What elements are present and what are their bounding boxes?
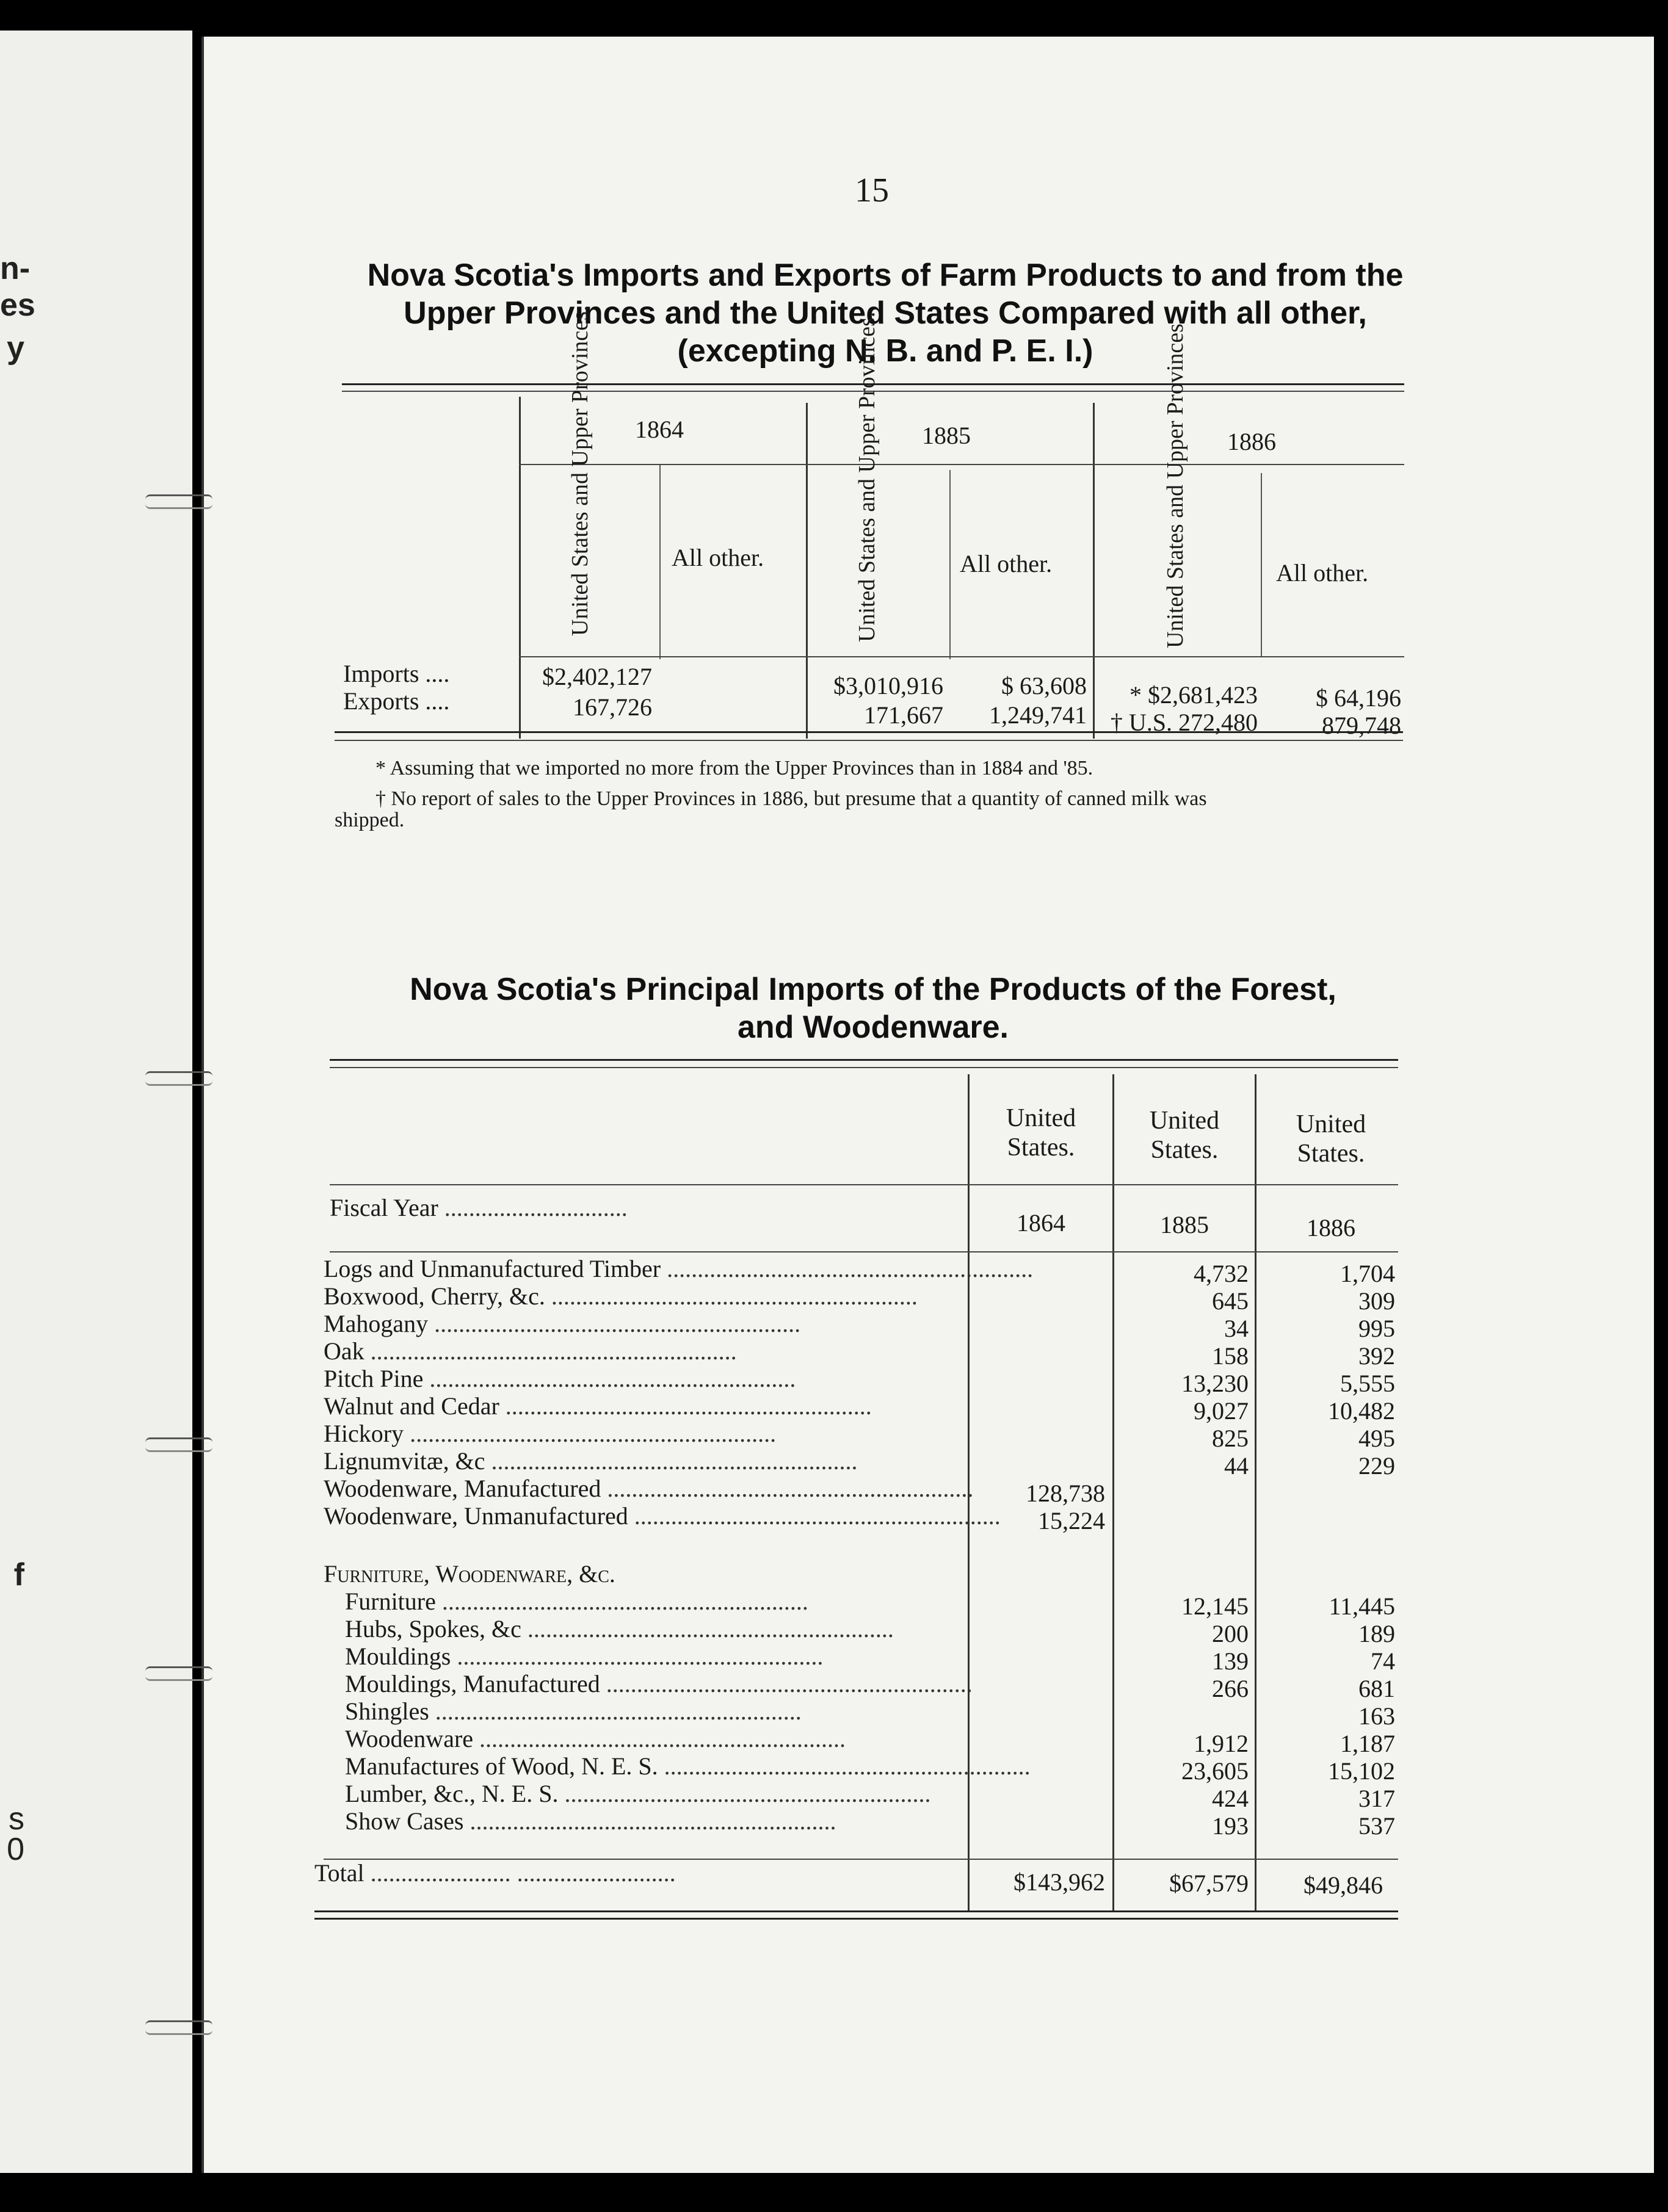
table2-top-rule-2 — [330, 1067, 1398, 1068]
table2-cell: 424 — [1212, 1785, 1249, 1812]
binding-stitch — [145, 1071, 212, 1086]
table2-row-label — [324, 1502, 1001, 1530]
table1-subhead-other-1886: All other. — [1276, 559, 1369, 587]
table1-bottom-rule-2 — [335, 740, 1403, 741]
table1-row-label: Imports .... — [343, 660, 450, 687]
table2-cell: 15,102 — [1328, 1757, 1395, 1785]
table2-bottom-rule-2 — [314, 1918, 1398, 1920]
table2-year-rule — [330, 1251, 1398, 1252]
table2-colhead-3: United States. — [1296, 1110, 1366, 1168]
table2-cell: 229 — [1358, 1452, 1395, 1480]
row-label-text: Woodenware, Unmanufactured — [324, 1502, 628, 1530]
table2-row-label — [345, 1614, 965, 1643]
table2-cell: 317 — [1358, 1785, 1395, 1812]
dot-leader: ............................................................ — [658, 1752, 1031, 1780]
table2-cell: 995 — [1358, 1315, 1395, 1342]
table1-cell: $2,402,127 — [542, 663, 652, 690]
table2-title-line1: Nova Scotia's Principal Imports of the Products of the Forest, — [410, 972, 1336, 1007]
table2-cell: 12,145 — [1181, 1592, 1249, 1620]
dot-leader: ............................................................ — [545, 1282, 918, 1310]
table2-head-rule — [330, 1184, 1398, 1185]
table2-colhead-1: United States. — [1006, 1104, 1076, 1162]
table1-title: Nova Scotia's Imports and Exports of Farm Products to and from the Upper Provinces and the United States Compared with all other, (excepting N. B. and P. E. I.) — [367, 258, 1404, 369]
dot-leader: ............................................................ — [601, 1475, 974, 1502]
row-label-text: Pitch Pine — [324, 1365, 424, 1392]
table1-head-rule — [519, 656, 1404, 657]
dot-leader: ............................................................ — [404, 1420, 777, 1447]
table2-row-label — [324, 1419, 965, 1448]
table2-cell: 1,912 — [1194, 1730, 1249, 1757]
table1-cell: * $2,681,423 — [1130, 681, 1258, 709]
table1-cell: 879,748 — [1322, 712, 1401, 739]
table2-cell: 1,187 — [1340, 1730, 1395, 1757]
table2-cell: 266 — [1212, 1675, 1249, 1702]
table2-bottom-rule — [314, 1910, 1398, 1912]
table1-cell: $3,010,916 — [833, 672, 943, 699]
binding-stitch — [145, 1437, 212, 1452]
table2-row-label — [324, 1254, 1034, 1283]
table2-total-1864: $143,962 — [1013, 1868, 1105, 1896]
row-label-text: Woodenware, Manufactured — [324, 1475, 601, 1502]
table2-row-label — [345, 1587, 965, 1616]
row-label-text: Oak — [324, 1337, 364, 1365]
row-label-text: Woodenware — [345, 1725, 474, 1752]
table2-year: 1864 — [1017, 1209, 1065, 1237]
table2-fiscal-label: Fiscal Year .............................. — [330, 1194, 628, 1221]
table2-row-label — [324, 1392, 965, 1420]
table1-row-label: Exports .... — [343, 687, 450, 715]
table2-row-label — [324, 1474, 974, 1503]
table2-cell: 5,555 — [1340, 1370, 1395, 1397]
table2-title — [330, 970, 1416, 1046]
binding-stitch — [145, 1666, 212, 1681]
table2-section-heading: Furniture, Woodenware, &c. — [324, 1560, 615, 1588]
dot-leader: ............................................................ — [435, 1588, 808, 1615]
table1-subhead-us-1886 — [1162, 490, 1189, 648]
table2-top-rule — [330, 1059, 1398, 1061]
row-label-text: Shingles — [345, 1697, 429, 1725]
table1-year-1885: 1885 — [922, 422, 971, 449]
table2-row-label — [324, 1309, 965, 1338]
row-label-text: Mouldings, Manufactured — [345, 1670, 600, 1697]
dot-leader: ............................................................ — [463, 1807, 836, 1835]
left-fragment-5: s — [9, 1801, 24, 1837]
table2-total-1886: $49,846 — [1304, 1871, 1383, 1899]
row-label-text: Mahogany — [324, 1310, 429, 1337]
table2-cell: 392 — [1358, 1342, 1395, 1370]
row-label-text: Manufactures of Wood, N. E. S. — [345, 1752, 658, 1780]
table2-cell: 158 — [1212, 1342, 1249, 1370]
table2-row-label — [345, 1752, 1031, 1780]
table2-cell: 13,230 — [1181, 1370, 1249, 1397]
table2-year: 1886 — [1307, 1214, 1355, 1242]
left-fragment-3: y — [7, 330, 24, 366]
table2-cell: 74 — [1371, 1647, 1395, 1675]
dot-leader: ............................................................ — [423, 1365, 796, 1392]
table2-row-label — [324, 1364, 965, 1393]
table1-footnote-1: * Assuming that we imported no more from the Upper Provinces than in 1884 and '85. — [375, 757, 1093, 779]
table1-year-1864: 1864 — [635, 416, 684, 443]
table2-title-line2: and Woodenware. — [738, 1010, 1009, 1045]
page-number: 15 — [855, 172, 889, 209]
dot-leader: ............................................................ — [661, 1255, 1034, 1282]
dot-leader: ............................................................ — [558, 1780, 931, 1807]
table1-subhead-us-1885 — [854, 483, 880, 642]
table2-colhead-2: United States. — [1149, 1107, 1220, 1164]
table2-cell: 11,445 — [1329, 1592, 1395, 1620]
table2-cell: 495 — [1358, 1425, 1395, 1452]
table1-subhead-other-1864: All other. — [672, 544, 764, 571]
left-fragment-1: n- — [0, 251, 31, 286]
binding-stitch — [145, 2020, 212, 2035]
table1-cell: † U.S. 272,480 — [1110, 709, 1258, 736]
left-page-fragment — [0, 31, 192, 2173]
table1-subcol-sep — [949, 470, 951, 659]
table1-cell: $ 64,196 — [1316, 684, 1401, 712]
table2-cell: 139 — [1212, 1647, 1249, 1675]
fiscal-label-text: Fiscal Year — [330, 1194, 438, 1221]
table1-footnote-2: † No report of sales to the Upper Provinces in 1886, but presume that a quantity of canned milk was — [375, 787, 1207, 810]
row-label-text: Walnut and Cedar — [324, 1392, 499, 1420]
table2-cell: 309 — [1358, 1287, 1395, 1315]
table1-subcol-sep — [1261, 473, 1262, 656]
table2-row-label — [345, 1779, 965, 1808]
dot-leader: ............................................................ — [473, 1725, 846, 1752]
total-label-text: Total — [314, 1859, 364, 1887]
table2-cell: 537 — [1358, 1812, 1395, 1840]
table2-col-sep — [1255, 1074, 1256, 1910]
row-label-text: Boxwood, Cherry, &c. — [324, 1282, 545, 1310]
left-fragment-6: 0 — [7, 1832, 24, 1867]
row-label-text: Logs and Unmanufactured Timber — [324, 1255, 661, 1282]
table2-cell: 193 — [1212, 1812, 1249, 1840]
dot-leader: ............................................................ — [428, 1310, 801, 1337]
table2-row-label — [324, 1337, 965, 1365]
binding-stitch — [145, 494, 212, 509]
table2-total-1885: $67,579 — [1169, 1870, 1249, 1897]
table2-cell: 681 — [1358, 1675, 1395, 1702]
table1-footnote-3: shipped. — [335, 809, 405, 831]
table2-row-label — [345, 1807, 965, 1835]
table1-cell: 1,249,741 — [989, 701, 1087, 729]
table2-row-label — [345, 1669, 973, 1698]
dot-leader: ............................................................ — [364, 1337, 737, 1365]
row-label-text: Hubs, Spokes, &c — [345, 1615, 521, 1643]
table1-year-rule — [519, 464, 1404, 465]
dot-leader: ............................................................ — [429, 1697, 802, 1725]
table2-cell: 9,027 — [1194, 1397, 1249, 1425]
table1-subcol-sep — [659, 464, 661, 659]
table1-col-sep — [806, 403, 808, 739]
table2-cell: 200 — [1212, 1620, 1249, 1647]
table2-cell: 163 — [1358, 1702, 1395, 1730]
row-label-text: Lumber, &c., N. E. S. — [345, 1780, 559, 1807]
table1-year-1886: 1886 — [1227, 428, 1276, 455]
table1-cell: 171,667 — [864, 701, 943, 729]
left-fragment-2: es — [0, 287, 35, 323]
table1-subhead-other-1885: All other. — [960, 550, 1053, 577]
row-label-text: Mouldings — [345, 1643, 451, 1670]
table2-cell: 189 — [1358, 1620, 1395, 1647]
table2-row-label — [324, 1447, 965, 1475]
row-label-text: Hickory — [324, 1420, 404, 1447]
table2-total-label: Total ....................... .......................... — [314, 1859, 676, 1887]
dot-leader: ............................................................ — [600, 1670, 973, 1697]
table1-bottom-rule — [335, 731, 1403, 733]
dot-leader: ............................................................ — [451, 1643, 824, 1670]
table2-cell: 1,704 — [1340, 1260, 1395, 1287]
table1-col-sep — [1093, 403, 1095, 739]
row-label-text: Lignumvitæ, &c — [324, 1447, 485, 1475]
dot-leader: ............................................................ — [521, 1615, 894, 1643]
row-label-text: Furniture — [345, 1588, 436, 1615]
table2-cell: 128,738 — [1026, 1480, 1105, 1507]
table2-row-label — [345, 1724, 965, 1753]
dot-leader: ............................................................ — [499, 1392, 872, 1420]
table2-year: 1885 — [1160, 1211, 1209, 1238]
table1-cell: 167,726 — [573, 693, 652, 721]
table2-cell: 825 — [1212, 1425, 1249, 1452]
table2-cell: 645 — [1212, 1287, 1249, 1315]
table1-cell: $ 63,608 — [1001, 672, 1087, 699]
dot-leader: ............................................................ — [485, 1447, 858, 1475]
table2-cell: 10,482 — [1328, 1397, 1395, 1425]
table2-row-label — [324, 1282, 965, 1310]
table2-cell: 34 — [1224, 1315, 1249, 1342]
table2-row-label — [345, 1697, 965, 1726]
table2-cell: 23,605 — [1181, 1757, 1249, 1785]
table2-cell: 15,224 — [1038, 1507, 1105, 1534]
table1-subhead-us-1864 — [567, 477, 593, 636]
row-label-text: Show Cases — [345, 1807, 464, 1835]
table2-row-label — [345, 1642, 965, 1671]
table2-cell: 4,732 — [1194, 1260, 1249, 1287]
left-fragment-4: f — [13, 1557, 24, 1592]
table2-cell: 44 — [1224, 1452, 1249, 1480]
dot-leader: ............................................................ — [628, 1502, 1001, 1530]
table1-col-sep — [519, 397, 521, 739]
